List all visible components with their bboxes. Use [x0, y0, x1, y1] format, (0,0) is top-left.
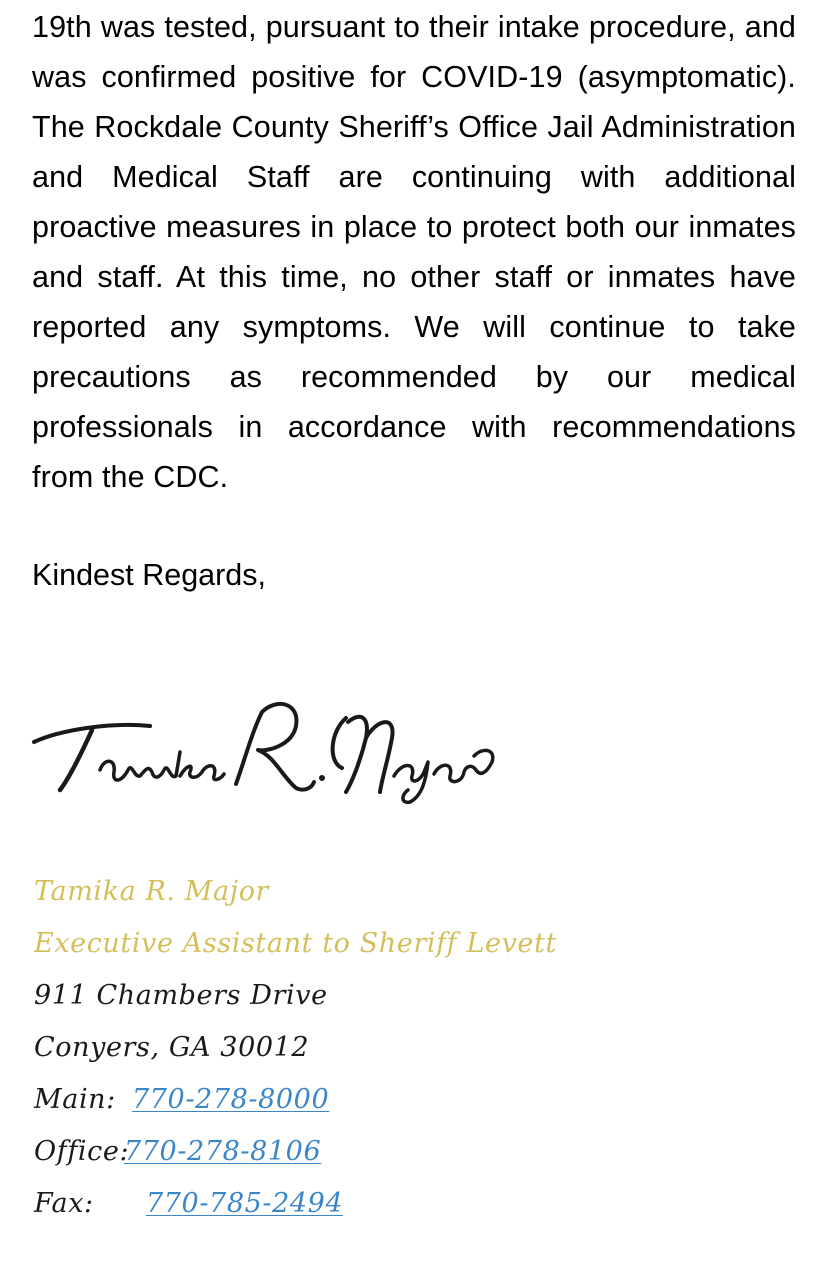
fax-phone-row — [34, 1178, 557, 1230]
handwritten-signature — [30, 692, 502, 812]
fax-phone-link[interactable]: 770-785-2494 — [146, 1188, 344, 1219]
main-phone-label: Main: — [34, 1084, 116, 1115]
closing-salutation: Kindest Regards, — [32, 558, 266, 592]
address-line-2: Conyers, GA 30012 — [34, 1032, 310, 1063]
signer-name: Tamika R. Major — [34, 876, 270, 907]
main-phone-row — [34, 1074, 557, 1126]
office-phone-row — [34, 1126, 557, 1178]
office-phone-label: Office: — [34, 1136, 130, 1167]
fax-label: Fax: — [34, 1188, 94, 1219]
office-phone-link[interactable]: 770-278-8106 — [124, 1136, 322, 1167]
letter-body: 19th was tested, pursuant to their intake procedure, and was confirmed positive for COVID-19 (asymptomatic). The Rockdale County Sheriff’s Office Jail Administration and Medical Staff are continuing with additional proactive measures in place to protect both our inmates and staff. At this time, no other staff or inmates have reported any symptoms. We will continue to take precautions as recommended by our medical professionals in accordance with recommendations from the CDC. — [32, 10, 796, 494]
signer-title: Executive Assistant to Sheriff Levett — [34, 928, 557, 959]
signature-block — [34, 866, 557, 1230]
main-phone-link[interactable]: 770-278-8000 — [132, 1084, 330, 1115]
address-line-1: 911 Chambers Drive — [34, 980, 328, 1011]
